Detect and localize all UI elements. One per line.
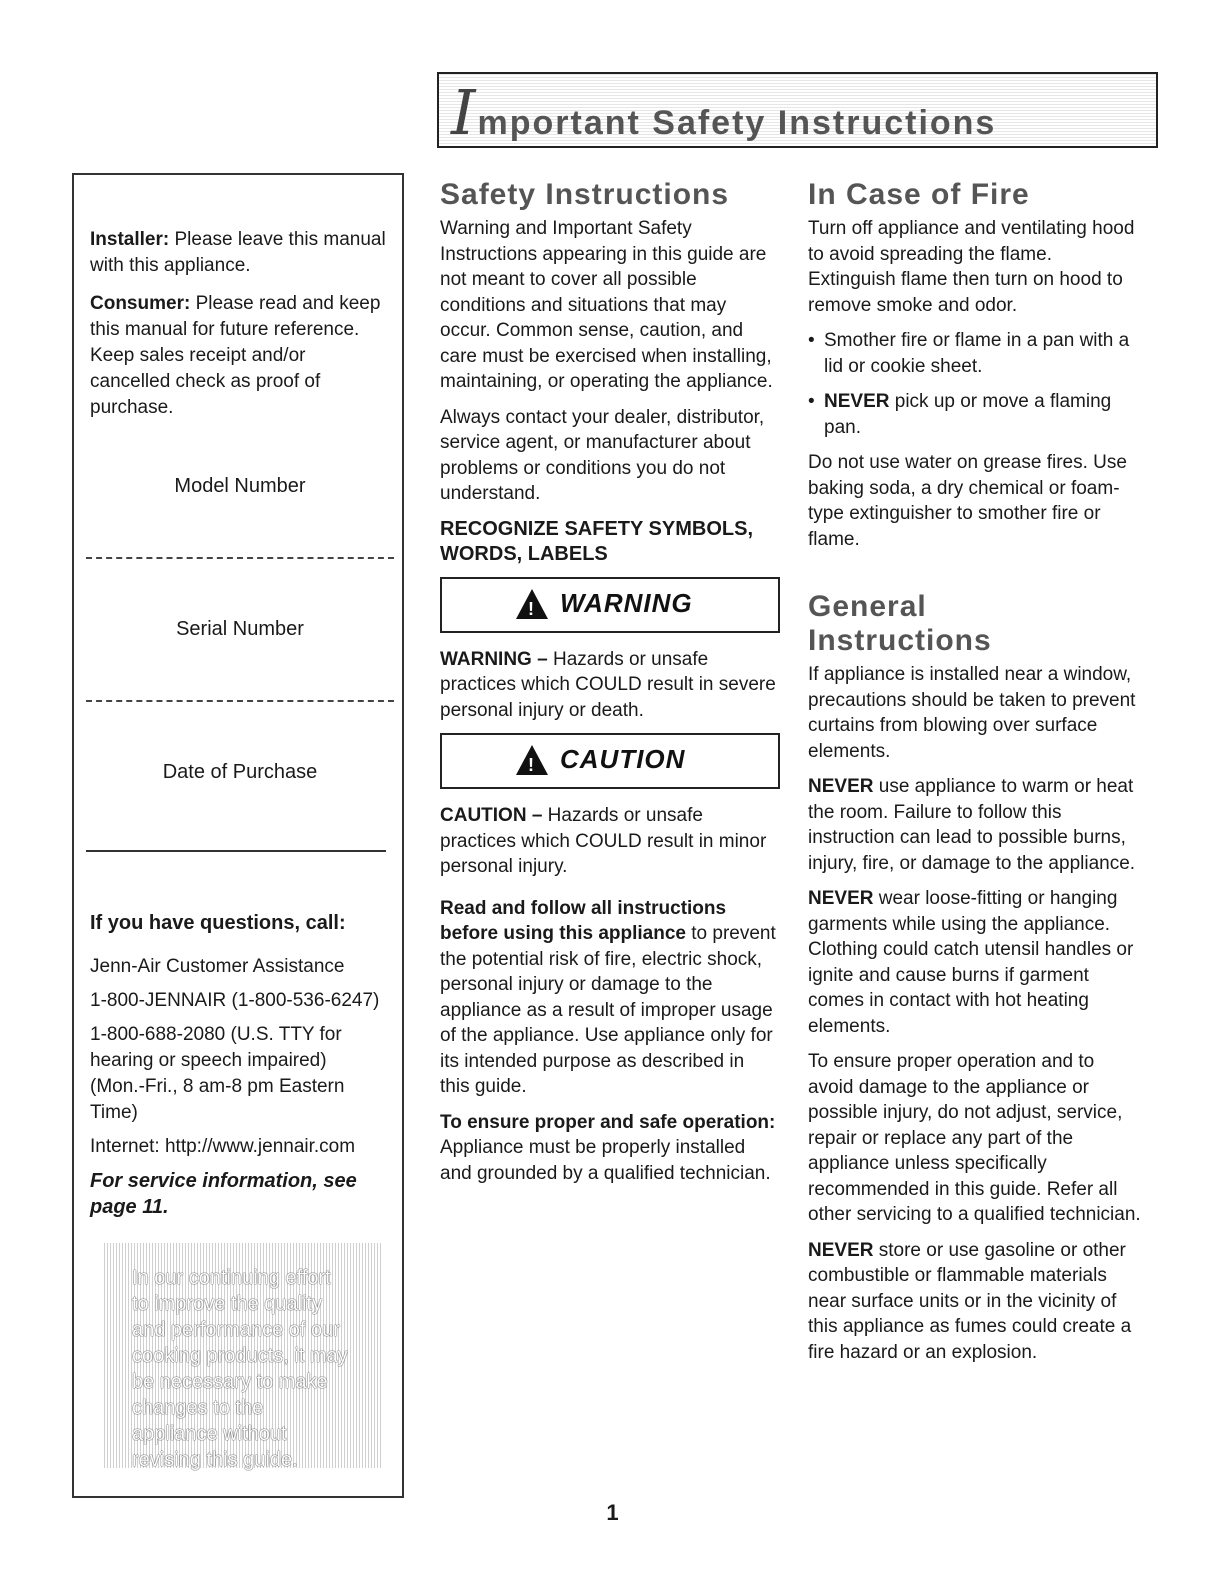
fire-bullet: • Smother fire or flame in a pan with a lid or cookie sheet.	[808, 328, 1142, 379]
phone-number: 1-800-JENNAIR (1-800-536-6247)	[90, 990, 380, 1011]
service-hours: (Mon.-Fri., 8 am-8 pm Eastern Time)	[90, 1076, 345, 1123]
warning-word: WARNING	[560, 587, 693, 618]
general-paragraph: NEVER store or use gasoline or other combustible or flammable materials near surface units or in the vicinity of this appliance as fumes could create a fire hazard or an explosion.	[808, 1239, 1132, 1363]
internet-link[interactable]: Internet: http://www.jennair.com	[90, 1136, 356, 1157]
general-paragraph: NEVER use appliance to warm or heat the room. Failure to follow this instruction can lead to possible burns, injury, fire, or damage to the appliance.	[808, 776, 1136, 874]
notice-text: In our continuing effort to improve the quality and performance of our cooking products, it may be necessary to make changes to the appliance without revising this guide.	[132, 1267, 348, 1471]
installer-note: Installer: Please leave this manual with this appliance.	[90, 229, 386, 276]
questions-heading: If you have questions, call:	[90, 912, 346, 934]
fire-bullet: • NEVER pick up or move a flaming pan.	[808, 389, 1142, 440]
fire-heading: In Case of Fire	[808, 178, 1030, 211]
consumer-note: Consumer: Please read and keep this manual for future reference. Keep sales receipt and/or cancelled check as proof of purchase.	[90, 293, 381, 418]
page-title: Important Safety Instructions	[451, 76, 997, 149]
serial-number-line[interactable]	[86, 700, 394, 702]
sidebar-intro	[90, 227, 388, 433]
notice-box	[102, 1243, 382, 1471]
serial-number-label: Serial Number	[176, 618, 304, 640]
customer-assistance: Jenn-Air Customer Assistance	[90, 956, 345, 977]
safety-heading: Safety Instructions	[440, 178, 730, 211]
contact-info	[90, 910, 390, 1228]
safety-paragraph: Warning and Important Safety Instructions appearing in this guide are not meant to cover all possible conditions and situations that may occur. Common sense, caution, and care must be exercised when installing, maintaining, or operating the appliance.	[440, 218, 773, 392]
warning-label-box	[440, 577, 780, 633]
service-info: For service information, see page 11.	[90, 1170, 357, 1218]
fire-paragraph: Turn off appliance and ventilating hood to avoid spreading the flame. Extinguish flame then turn on hood to remove smoke and odor.	[808, 218, 1135, 316]
safety-column	[440, 178, 776, 1196]
caution-triangle-icon	[516, 745, 548, 775]
caution-label-box	[440, 733, 780, 789]
date-of-purchase-line[interactable]	[86, 850, 386, 852]
date-of-purchase-label: Date of Purchase	[162, 761, 318, 783]
general-heading: General Instructions	[808, 590, 992, 657]
page-header	[437, 72, 1158, 148]
fire-column	[808, 178, 1142, 1375]
tty-number: 1-800-688-2080 (U.S. TTY for hearing or speech impaired)	[90, 1024, 342, 1071]
caution-description: CAUTION – Hazards or unsafe practices which COULD result in minor personal injury.	[440, 805, 767, 877]
general-paragraph: If appliance is installed near a window, precautions should be taken to prevent curtains from blowing over surface elements.	[808, 664, 1136, 762]
sidebar-box	[72, 173, 404, 1498]
warning-description: WARNING – Hazards or unsafe practices which COULD result in severe personal injury or death.	[440, 648, 776, 721]
warning-triangle-icon	[516, 589, 548, 619]
ensure-operation: To ensure proper and safe operation: Appliance must be properly installed and grounded by a qualified technician.	[440, 1111, 776, 1184]
general-paragraph: NEVER wear loose-fitting or hanging garments while using the appliance. Clothing could catch utensil handles or ignite and cause burns if garment comes in contact with hot heating elements.	[808, 888, 1134, 1037]
contact-paragraph: Always contact your dealer, distributor, service agent, or manufacturer about problems or conditions you do not understand.	[440, 406, 765, 504]
recognize-heading: RECOGNIZE SAFETY SYMBOLS, WORDS, LABELS	[440, 517, 753, 565]
page-number: 1	[606, 1500, 619, 1525]
read-instructions: Read and follow all instructions before using this appliance to prevent the potential risk of fire, electric shock, personal injury or damage to the appliance as a result of improper usage of the appliance. Use appliance only for its intended purpose as described in this guide.	[440, 897, 776, 1097]
caution-word: CAUTION	[560, 744, 686, 774]
grease-fire-paragraph: Do not use water on grease fires. Use baking soda, a dry chemical or foam-type extinguisher to smother fire or flame.	[808, 452, 1127, 550]
general-paragraph: To ensure proper operation and to avoid damage to the appliance or possible injury, do not adjust, service, repair or replace any part of the appliance unless specifically recommended in this guide. Refer all other servicing to a qualified technician.	[808, 1051, 1141, 1225]
model-number-line[interactable]	[86, 557, 394, 559]
model-number-label: Model Number	[174, 475, 306, 497]
